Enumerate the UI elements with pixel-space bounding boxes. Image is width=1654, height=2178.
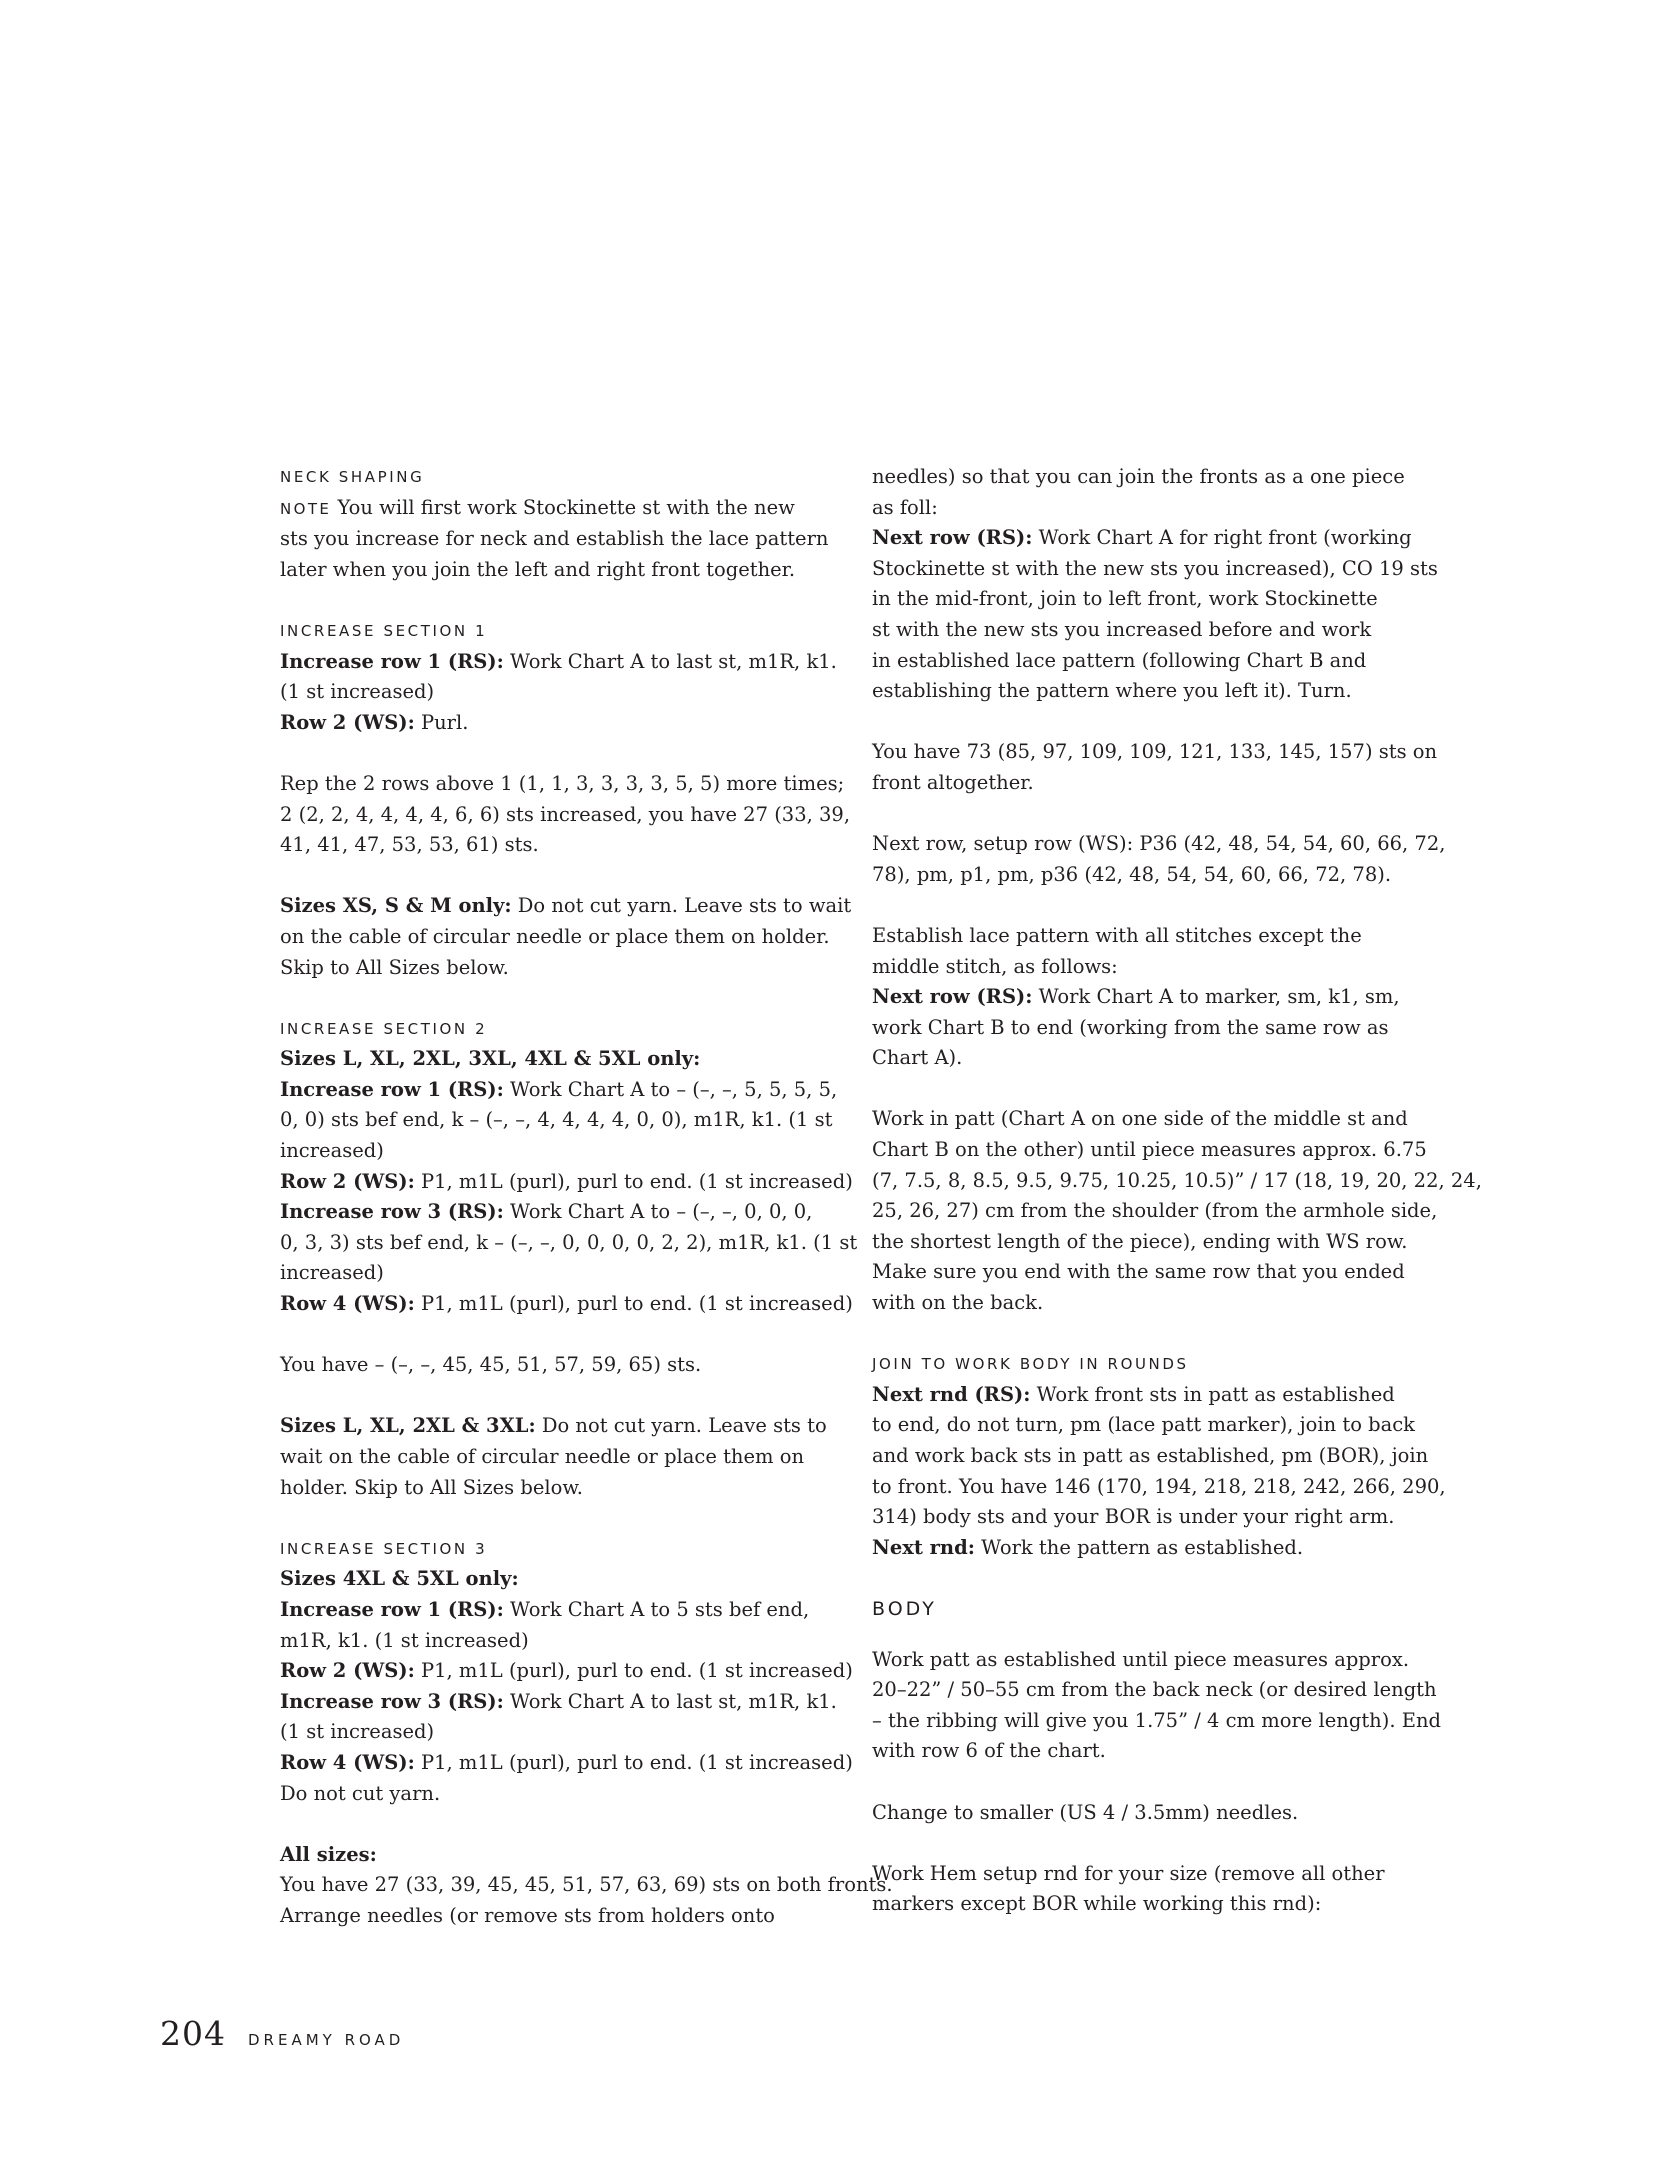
text-line: st with the new sts you increased before and work: [872, 617, 1372, 641]
text-line: markers except BOR while working this rnd):: [872, 1892, 1322, 1916]
text-line: sts you increase for neck and establish the lace pattern: [280, 527, 829, 551]
section-heading-increase-1: INCREASE SECTION 1: [280, 621, 488, 640]
page-number: 204: [160, 2014, 226, 2053]
note-label: NOTE: [280, 499, 332, 518]
text-line: (7, 7.5, 8, 8.5, 9.5, 9.75, 10.25, 10.5)” / 17 (18, 19, 20, 22, 24,: [872, 1168, 1482, 1192]
page-footer: [160, 2014, 404, 2053]
text-line: 25, 26, 27) cm from the shoulder (from the armhole side,: [872, 1199, 1438, 1223]
text-line: You have – (–, –, 45, 45, 51, 57, 59, 65) sts.: [280, 1353, 702, 1377]
text-line: Rep the 2 rows above 1 (1, 1, 3, 3, 3, 3, 5, 5) more times;: [280, 771, 845, 795]
text-line: wait on the cable of circular needle or place them on: [280, 1445, 805, 1468]
text-line: Stockinette st with the new sts you increased), CO 19 sts: [872, 556, 1438, 580]
text-line: to end, do not turn, pm (lace patt marker), join to back: [872, 1413, 1415, 1437]
section-heading-join-body: JOIN TO WORK BODY IN ROUNDS: [872, 1355, 1189, 1374]
instruction-line: Next rnd (RS): Work front sts in patt as established: [872, 1382, 1395, 1406]
text-line: (1 st increased): [280, 1720, 435, 1744]
text-line: You have 73 (85, 97, 109, 109, 121, 133, 145, 157) sts on: [872, 740, 1438, 764]
text-line: Do not cut yarn.: [280, 1781, 441, 1805]
text-line: Work patt as established until piece measures approx.: [872, 1647, 1410, 1671]
text-line: 0, 3, 3) sts bef end, k – (–, –, 0, 0, 0, 0, 2, 2), m1R, k1. (1 st: [280, 1230, 858, 1254]
text-line: You have 27 (33, 39, 45, 45, 51, 57, 63, 69) sts on both fronts.: [280, 1873, 893, 1897]
text-line: Make sure you end with the same row that you ended: [872, 1260, 1405, 1284]
text-line: Next row, setup row (WS): P36 (42, 48, 54, 54, 60, 66, 72,: [872, 832, 1446, 856]
text-line: holder. Skip to All Sizes below.: [280, 1475, 583, 1499]
instruction-line: Row 2 (WS): P1, m1L (purl), purl to end. (1 st increased): [280, 1659, 853, 1683]
text-line: with row 6 of the chart.: [872, 1739, 1106, 1763]
text-line: in established lace pattern (following Chart B and: [872, 648, 1367, 672]
instruction-line: Sizes L, XL, 2XL & 3XL: Do not cut yarn. Leave sts to: [280, 1414, 827, 1438]
text-line: Arrange needles (or remove sts from holders onto: [280, 1903, 775, 1927]
text-line: 2 (2, 2, 4, 4, 4, 4, 6, 6) sts increased, you have 27 (33, 39,: [280, 802, 851, 826]
instruction-line: Row 4 (WS): P1, m1L (purl), purl to end. (1 st increased): [280, 1292, 853, 1316]
note-paragraph: NOTE You will first work Stockinette st with the new: [280, 495, 795, 519]
text-line: 314) body sts and your BOR is under your right arm.: [872, 1505, 1395, 1529]
instruction-line: Next rnd: Work the pattern as established.: [872, 1535, 1304, 1559]
instruction-line: Next row (RS): Work Chart A for right front (working: [872, 526, 1412, 550]
text-line: (1 st increased): [280, 680, 435, 704]
text-line: establishing the pattern where you left it). Turn.: [872, 679, 1352, 703]
text-line: Chart B on the other) until piece measures approx. 6.75: [872, 1138, 1427, 1162]
section-heading-body: BODY: [872, 1597, 937, 1620]
text-line: Skip to All Sizes below.: [280, 955, 509, 979]
instruction-line: Row 4 (WS): P1, m1L (purl), purl to end. (1 st increased): [280, 1750, 853, 1774]
text-line: needles) so that you can join the fronts as a one piece: [872, 465, 1405, 488]
text-line: increased): [280, 1261, 384, 1285]
section-heading-increase-2: INCREASE SECTION 2: [280, 1019, 488, 1038]
text-line: to front. You have 146 (170, 194, 218, 218, 242, 266, 290,: [872, 1474, 1446, 1498]
text-line: on the cable of circular needle or place them on holder.: [280, 924, 830, 948]
text-line: Change to smaller (US 4 / 3.5mm) needles.: [872, 1800, 1299, 1824]
text-line: with on the back.: [872, 1291, 1044, 1315]
all-sizes-label: All sizes:: [280, 1842, 377, 1866]
instruction-line: Increase row 3 (RS): Work Chart A to – (–, –, 0, 0, 0,: [280, 1200, 813, 1224]
text-line: and work back sts in patt as established, pm (BOR), join: [872, 1444, 1429, 1467]
instruction-line: Row 2 (WS): Purl.: [280, 710, 469, 734]
text-line: as foll:: [872, 495, 938, 519]
text-line: Chart A).: [872, 1046, 963, 1070]
book-title: DREAMY ROAD: [248, 2031, 405, 2049]
left-column: [280, 462, 893, 1932]
text-line: 41, 41, 47, 53, 53, 61) sts.: [280, 833, 539, 857]
text-line: front altogether.: [872, 770, 1034, 794]
instruction-line: Increase row 3 (RS): Work Chart A to last st, m1R, k1.: [280, 1689, 837, 1713]
section-heading-increase-3: INCREASE SECTION 3: [280, 1539, 488, 1558]
text-line: 20–22” / 50–55 cm from the back neck (or desired length: [872, 1678, 1437, 1702]
text-line: increased): [280, 1139, 384, 1163]
text-line: 0, 0) sts bef end, k – (–, –, 4, 4, 4, 4, 0, 0), m1R, k1. (1 st: [280, 1108, 833, 1132]
text-line: 78), pm, p1, pm, p36 (42, 48, 54, 54, 60, 66, 72, 78).: [872, 862, 1392, 886]
text-line: – the ribbing will give you 1.75” / 4 cm more length). End: [872, 1708, 1442, 1732]
text-line: m1R, k1. (1 st increased): [280, 1628, 529, 1652]
section-heading-neck-shaping: NECK SHAPING: [280, 468, 425, 486]
text-line: Work in patt (Chart A on one side of the middle st and: [872, 1107, 1408, 1131]
instruction-line: Next row (RS): Work Chart A to marker, sm, k1, sm,: [872, 985, 1400, 1009]
instruction-line: Increase row 1 (RS): Work Chart A to last st, m1R, k1.: [280, 649, 837, 673]
text-line: later when you join the left and right front together.: [280, 557, 796, 581]
instruction-line: Sizes XS, S & M only: Do not cut yarn. Leave sts to wait: [280, 894, 852, 918]
instruction-line: Increase row 1 (RS): Work Chart A to 5 sts bef end,: [280, 1597, 810, 1621]
text-line: Work Hem setup rnd for your size (remove all other: [872, 1861, 1385, 1885]
sizes-line: Sizes L, XL, 2XL, 3XL, 4XL & 5XL only:: [280, 1047, 701, 1071]
text-line: Establish lace pattern with all stitches except the: [872, 923, 1362, 947]
right-column: [872, 462, 1482, 1920]
instruction-line: Row 2 (WS): P1, m1L (purl), purl to end. (1 st increased): [280, 1169, 853, 1193]
instruction-line: Increase row 1 (RS): Work Chart A to – (–, –, 5, 5, 5, 5,: [280, 1077, 838, 1101]
text-line: work Chart B to end (working from the same row as: [872, 1015, 1389, 1039]
text-line: middle stitch, as follows:: [872, 954, 1118, 978]
text-line: the shortest length of the piece), ending with WS row.: [872, 1229, 1408, 1253]
sizes-line: Sizes 4XL & 5XL only:: [280, 1567, 519, 1591]
text-line: in the mid-front, join to left front, work Stockinette: [872, 587, 1378, 611]
